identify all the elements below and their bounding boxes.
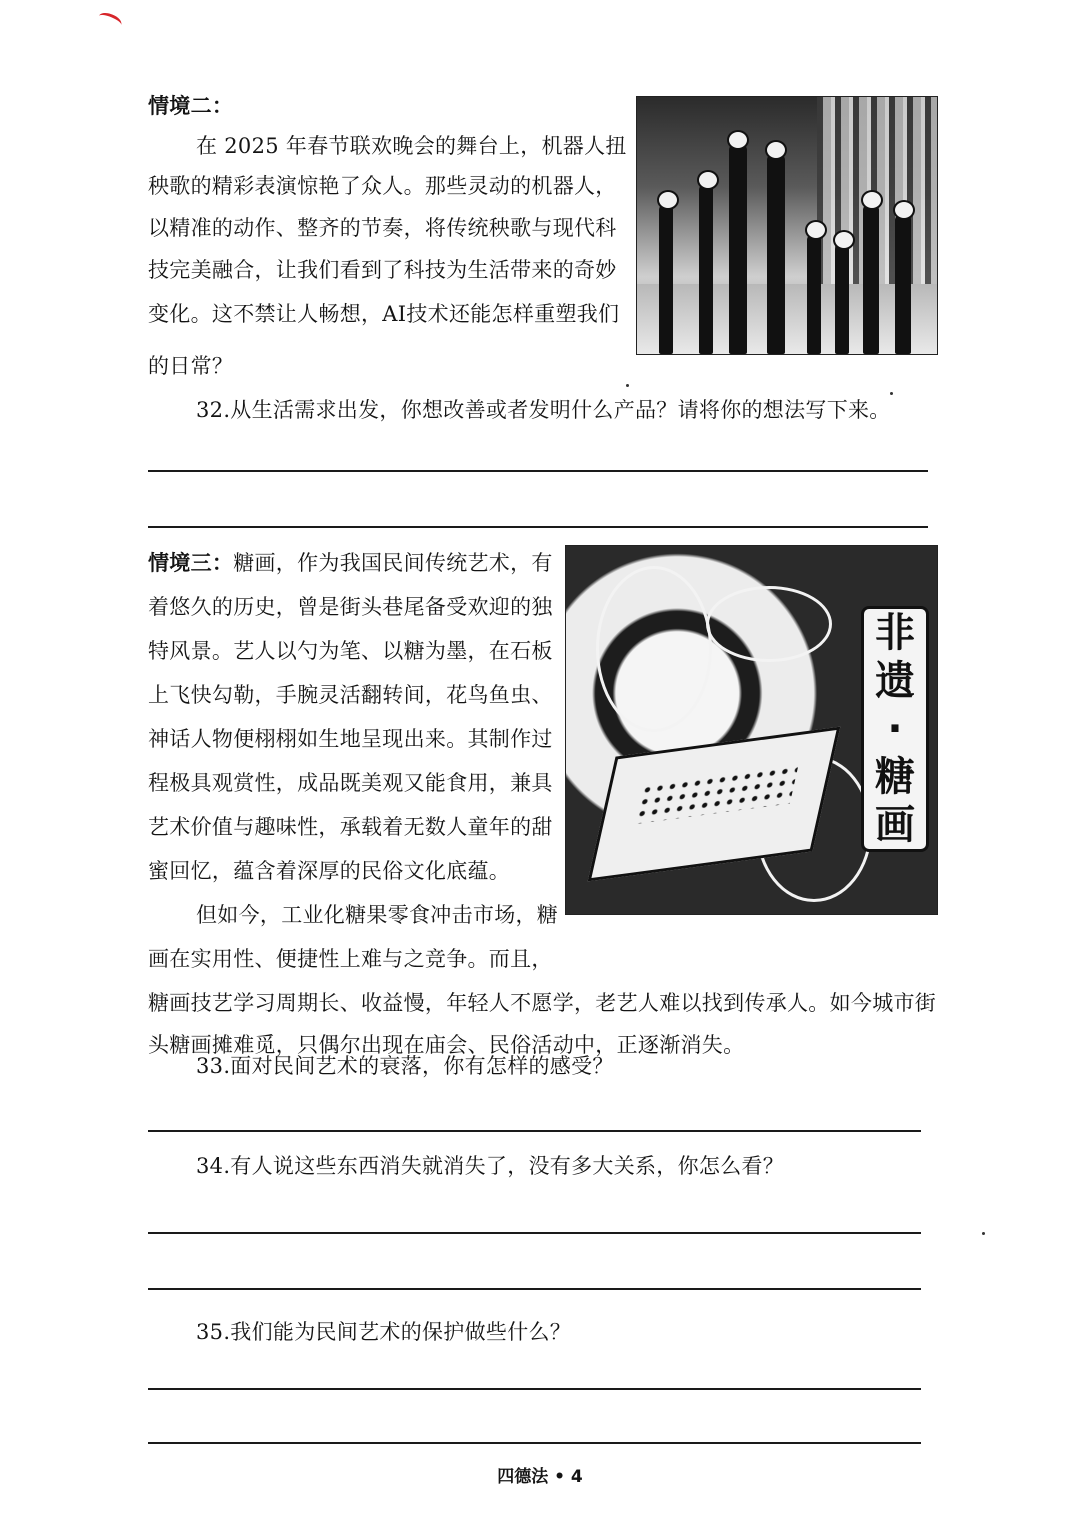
question-32: 32.从生活需求出发，你想改善或者发明什么产品？请将你的想法写下来。 bbox=[196, 398, 891, 422]
robot-figure bbox=[659, 204, 673, 354]
robot-figure bbox=[807, 234, 821, 354]
answer-line[interactable] bbox=[148, 1442, 921, 1444]
intangible-heritage-badge: 非 遗 · 糖 画 bbox=[861, 606, 929, 852]
scenario2-line: 技完美融合，让我们看到了科技为生活带来的奇妙 bbox=[148, 258, 617, 282]
robot-figure bbox=[863, 204, 879, 354]
scenario3-line: 艺术价值与趣味性，承载着无数人童年的甜 bbox=[148, 815, 553, 839]
scenario3-line: 着悠久的历史，曾是街头巷尾备受欢迎的独 bbox=[148, 595, 553, 619]
scenario3-line: 画在实用性、便捷性上难与之竞争。而且， bbox=[148, 947, 553, 971]
question-33: 33.面对民间艺术的衰落，你有怎样的感受？ bbox=[196, 1054, 614, 1078]
scenario3-line: 神话人物便栩栩如生地呈现出来。其制作过 bbox=[148, 727, 553, 751]
scenario2-line: 的日常？ bbox=[148, 354, 234, 378]
scenario2-line: 变化。这不禁让人畅想，AI技术还能怎样重塑我们 bbox=[148, 302, 620, 326]
answer-line[interactable] bbox=[148, 470, 928, 472]
scenario3-line: 程极具观赏性，成品既美观又能食用，兼具 bbox=[148, 771, 553, 795]
scenario2-line: 在 2025 年春节联欢晚会的舞台上，机器人扭 bbox=[196, 134, 627, 158]
answer-line[interactable] bbox=[148, 1232, 921, 1234]
robot-figure bbox=[895, 214, 911, 354]
robot-figure bbox=[699, 184, 713, 354]
sugar-painting-photo bbox=[565, 545, 938, 915]
answer-line[interactable] bbox=[148, 1388, 921, 1390]
answer-line[interactable] bbox=[148, 1130, 921, 1132]
scenario3-line: 但如今，工业化糖果零食冲击市场，糖 bbox=[196, 903, 559, 927]
scenario3-line: 特风景。艺人以勺为笔、以糖为墨，在石板 bbox=[148, 639, 553, 663]
sugar-fish-shape bbox=[706, 586, 832, 662]
stage-floor bbox=[637, 284, 937, 354]
scenario2-line: 以精准的动作、整齐的节奏，将传统秧歌与现代科 bbox=[148, 216, 617, 240]
scenario3-line: 上飞快勾勒，手腕灵活翻转间，花鸟鱼虫、 bbox=[148, 683, 553, 707]
scenario3-line: 糖画，作为我国民间传统艺术，有 bbox=[233, 551, 553, 575]
scan-speck bbox=[626, 384, 629, 387]
question-34: 34.有人说这些东西消失就消失了，没有多大关系，你怎么看？ bbox=[196, 1154, 785, 1178]
robot-figure bbox=[835, 244, 849, 354]
scenario3-heading: 情境三： bbox=[148, 550, 234, 575]
scan-speck bbox=[982, 1232, 985, 1235]
scan-speck bbox=[890, 392, 893, 395]
scenario3-line: 头糖画摊难觅，只偶尔出现在庙会、民俗活动中，正逐渐消失。 bbox=[148, 1033, 745, 1057]
robot-yangge-photo bbox=[636, 96, 938, 355]
robot-figure bbox=[729, 144, 747, 354]
scenario2-heading: 情境二： bbox=[148, 93, 234, 118]
question-35: 35.我们能为民间艺术的保护做些什么？ bbox=[196, 1320, 572, 1344]
scenario3-first-line bbox=[148, 549, 553, 577]
red-pen-mark bbox=[96, 10, 123, 31]
answer-line[interactable] bbox=[148, 526, 928, 528]
sugar-rooster-shape bbox=[596, 566, 712, 732]
robot-figure bbox=[767, 154, 785, 354]
scenario3-line: 蜜回忆，蕴含着深厚的民俗文化底蕴。 bbox=[148, 859, 511, 883]
answer-line[interactable] bbox=[148, 1288, 921, 1290]
page-footer: 四德法 • 4 bbox=[497, 1467, 583, 1487]
scenario2-line: 秧歌的精彩表演惊艳了众人。那些灵动的机器人， bbox=[148, 174, 617, 198]
scenario3-line: 糖画技艺学习周期长、收益慢，年轻人不愿学，老艺人难以找到传承人。如今城市街 bbox=[148, 991, 937, 1015]
